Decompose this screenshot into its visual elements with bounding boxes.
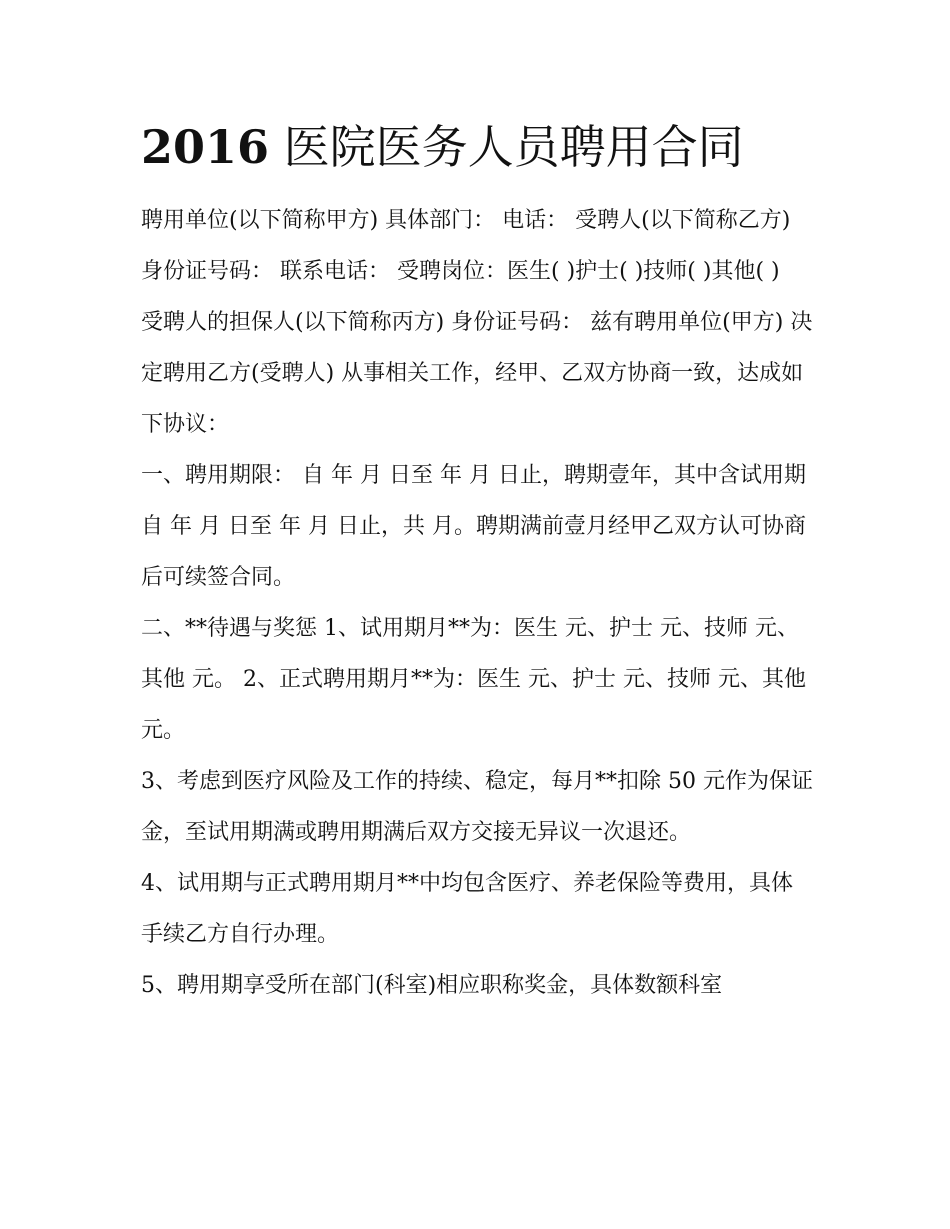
paragraph-insurance: 4、试用期与正式聘用期月**中均包含医疗、养老保险等费用，具体手续乙方自行办理。: [141, 871, 793, 947]
title-text: 医院医务人员聘用合同: [269, 120, 744, 174]
paragraph-parties: 聘用单位(以下简称甲方) 具体部门： 电话： 受聘人(以下简称乙方) 身份证号码： 联系电话： 受聘岗位：医生( )护士( )技师( )其他( ): [141, 208, 791, 284]
paragraph-deposit: 3、考虑到医疗风险及工作的持续、稳定，每月**扣除 50 元作为保证金，至试用期满或聘用期满后双方交接无异议一次退还。: [141, 769, 813, 845]
document-page: [141, 116, 813, 1011]
title-year: 2016: [141, 120, 270, 174]
paragraph-salary: 二、**待遇与奖惩 1、试用期月**为：医生 元、护士 元、技师 元、其他 元。 2、正式聘用期月**为：医生 元、护士 元、技师 元、其他 元。: [141, 616, 806, 743]
paragraph-term: 一、聘用期限： 自 年 月 日至 年 月 日止，聘期壹年，其中含试用期自 年 月 日至 年 月 日止，共 月。聘期满前壹月经甲乙双方认可协商后可续签合同。: [141, 463, 806, 590]
document-title: [141, 116, 813, 178]
paragraph-guarantor: 受聘人的担保人(以下简称丙方) 身份证号码： 兹有聘用单位(甲方) 决定聘用乙方(受聘人) 从事相关工作，经甲、乙双方协商一致，达成如下协议：: [141, 310, 813, 437]
paragraph-bonus: 5、聘用期享受所在部门(科室)相应职称奖金，具体数额科室: [141, 973, 723, 998]
